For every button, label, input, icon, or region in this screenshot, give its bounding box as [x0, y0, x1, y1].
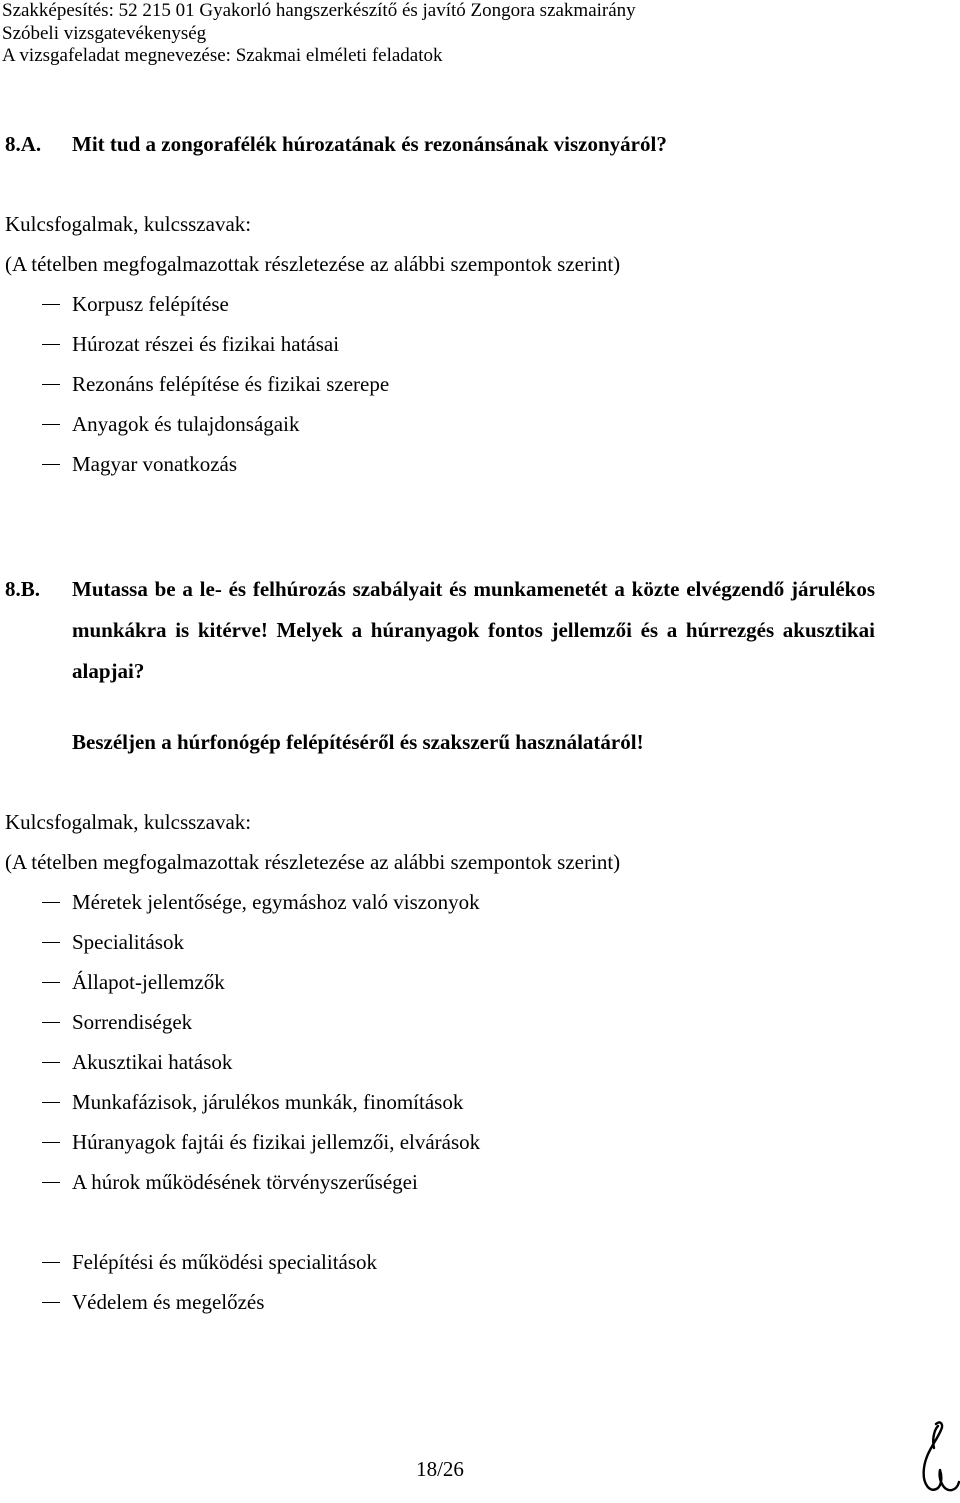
list-item-text: Magyar vonatkozás: [72, 452, 238, 476]
dash-bullet-icon: [42, 942, 60, 943]
dash-bullet-icon: [42, 982, 60, 983]
list-item-text: Húrozat részei és fizikai hatásai: [72, 332, 340, 356]
task-b-keywords-title: Kulcsfogalmak, kulcsszavak:: [5, 810, 252, 834]
task-a-number: 8.A.: [5, 132, 42, 156]
header-task-name: A vizsgafeladat megnevezése: Szakmai elméleti feladatok: [2, 45, 443, 66]
dash-bullet-icon: [42, 1142, 60, 1143]
dash-bullet-icon: [42, 464, 60, 465]
page-number: 18/26: [416, 1457, 464, 1481]
header-qualification: Szakképesítés: 52 215 01 Gyakorló hangszerkészítő és javító Zongora szakmairány: [2, 0, 636, 21]
list-item-text: Akusztikai hatások: [72, 1050, 233, 1074]
header-exam-activity: Szóbeli vizsgatevékenység: [2, 22, 207, 44]
list-item-text: A húrok működésének törvényszerűségei: [72, 1170, 418, 1194]
task-b-question-2: Beszéljen a húrfonógép felépítéséről és szakszerű használatáról!: [72, 730, 644, 754]
dash-bullet-icon: [42, 902, 60, 903]
list-item-text: Rezonáns felépítése és fizikai szerepe: [72, 372, 390, 396]
list-item-text: Méretek jelentősége, egymáshoz való viszonyok: [72, 890, 480, 914]
document-header: [2, 0, 636, 68]
list-item-text: Korpusz felépítése: [72, 292, 229, 316]
dash-bullet-icon: [42, 384, 60, 385]
list-item-text: Anyagok és tulajdonságaik: [72, 412, 300, 436]
dash-bullet-icon: [42, 424, 60, 425]
signature-icon: [918, 1418, 960, 1503]
task-b-number: 8.B.: [5, 577, 41, 601]
task-a-question: Mit tud a zongorafélék húrozatának és rezonánsának viszonyáról?: [72, 132, 667, 156]
dash-bullet-icon: [42, 1182, 60, 1183]
task-b-keywords-intro: (A tételben megfogalmazottak részletezése az alábbi szempontok szerint): [5, 850, 621, 874]
dash-bullet-icon: [42, 1262, 60, 1263]
task-a-keywords-title: Kulcsfogalmak, kulcsszavak:: [5, 212, 252, 236]
list-item-text: Védelem és megelőzés: [72, 1290, 265, 1314]
dash-bullet-icon: [42, 1062, 60, 1063]
task-b-question: Mutassa be a le- és felhúrozás szabályait és munkamenetét a közte elvégzendő járulékos munkákra is kitérve! Melyek a húranyagok fontos jellemzői és a húrrezgés akusztikai alapjai?: [72, 577, 875, 683]
list-item-text: Specialitások: [72, 930, 184, 954]
list-item-text: Húranyagok fajtái és fizikai jellemzői, elvárások: [72, 1130, 481, 1154]
list-item-text: Munkafázisok, járulékos munkák, finomítások: [72, 1090, 464, 1114]
list-item-text: Felépítési és működési specialitások: [72, 1250, 378, 1274]
task-a-keywords-intro: (A tételben megfogalmazottak részletezése az alábbi szempontok szerint): [5, 252, 621, 276]
dash-bullet-icon: [42, 344, 60, 345]
dash-bullet-icon: [42, 1302, 60, 1303]
dash-bullet-icon: [42, 1022, 60, 1023]
dash-bullet-icon: [42, 1102, 60, 1103]
list-item-text: Sorrendiségek: [72, 1010, 193, 1034]
dash-bullet-icon: [42, 304, 60, 305]
list-item-text: Állapot-jellemzők: [72, 970, 225, 994]
